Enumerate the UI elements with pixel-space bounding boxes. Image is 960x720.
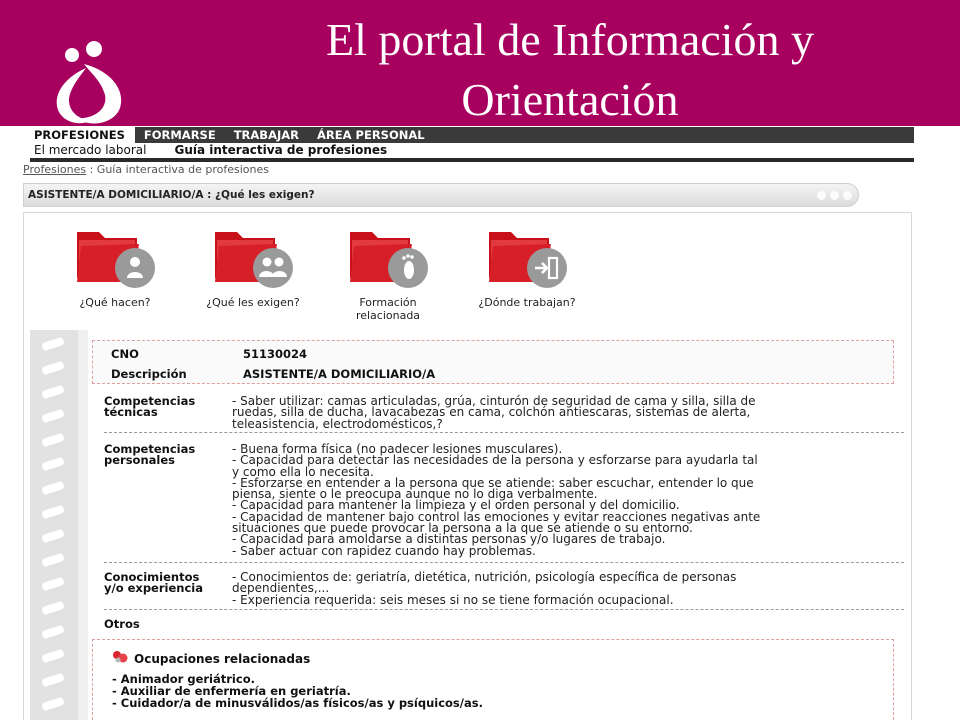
section-divider [104, 432, 904, 433]
nav-que-hacen[interactable] [50, 222, 180, 309]
text-line: - Experiencia requerida: seis meses si no se tiene formación ocupacional. [232, 592, 674, 607]
icon-label-formacion-line1: Formación [359, 296, 417, 309]
notebook-perforation-strip [30, 330, 78, 720]
section-label [104, 444, 226, 466]
people-folder-icon [211, 222, 295, 288]
page-title-line1: El portal de Información y [326, 14, 814, 65]
breadcrumb-link-profesiones[interactable]: Profesiones [23, 163, 87, 176]
nav-donde-trabajan[interactable] [462, 222, 592, 309]
person-folder-icon [73, 222, 157, 288]
section-label [104, 619, 226, 630]
section-divider [104, 562, 904, 563]
dot-icon [830, 191, 839, 200]
ocupacion-item: - Animador geriátrico. [112, 672, 255, 686]
text-line: - Esforzarse en entender a la persona que se atiende: saber escuchar, entender lo que [232, 475, 754, 490]
section-text [232, 572, 832, 606]
cno-value: 51130024 [243, 347, 308, 361]
text-line: - Saber utilizar: camas articuladas, grúa, cinturón de seguridad de cama y silla, silla de [232, 394, 756, 408]
text-line: y como ella lo necesita. [232, 464, 374, 479]
icon-label-que-les-exigen: ¿Qué les exigen? [206, 296, 300, 309]
text-line: - Capacidad de mantener bajo control las emociones y evitar reacciones negativas ante [232, 509, 761, 524]
breadcrumb [23, 163, 269, 176]
text-line: - Capacidad para amoldarse a distintas personas y/o lugares de trabajo. [232, 532, 666, 547]
icon-label-donde-trabajan: ¿Dónde trabajan? [478, 296, 576, 309]
section-label-line: Otros [104, 617, 140, 631]
descripcion-label: Descripción [111, 367, 187, 381]
breadcrumb-current: Guía interactiva de profesiones [96, 163, 269, 176]
text-line: - Buena forma física (no padecer lesiones musculares). [232, 442, 563, 456]
ocupaciones-title: Ocupaciones relacionadas [134, 652, 311, 666]
sub-nav [30, 143, 914, 162]
main-nav [30, 127, 914, 143]
tab-profesiones[interactable]: PROFESIONES [30, 127, 135, 143]
ocupacion-item: - Auxiliar de enfermería en geriatría. [112, 684, 351, 698]
section-label-line: y/o experiencia [104, 581, 203, 595]
section-label-line: Competencias [104, 394, 196, 408]
text-line: - Saber actuar con rapidez cuando hay problemas. [232, 543, 536, 558]
page-title [180, 10, 960, 130]
descripcion-value: ASISTENTE/A DOMICILIARIO/A [243, 367, 436, 381]
portal-logo [46, 40, 130, 126]
icon-label-que-hacen: ¿Qué hacen? [79, 296, 151, 309]
text-line: piensa, siente o le preocupa aunque no lo diga verbalmente. [232, 487, 598, 502]
subnav-mercado-laboral[interactable]: El mercado laboral [34, 143, 147, 157]
title-bar-dots [817, 191, 852, 200]
icon-label-formacion [323, 296, 453, 322]
section-label-line: Competencias [104, 442, 196, 456]
pills-icon [112, 650, 130, 664]
section-label-line: Conocimientos [104, 570, 200, 584]
tab-area-personal[interactable]: ÁREA PERSONAL [317, 128, 425, 142]
text-line: - Capacidad para mantener la limpieza y el orden personal y del domicilio. [232, 498, 680, 513]
text-line: - Conocimientos de: geriatría, dietética, nutrición, psicología específica de personas [232, 570, 737, 584]
tab-trabajar[interactable]: TRABAJAR [233, 128, 300, 142]
profession-icon-bar [30, 222, 630, 322]
nav-que-les-exigen[interactable] [188, 222, 318, 309]
section-text [232, 396, 832, 430]
section-label [104, 396, 226, 418]
text-line: - Capacidad para detectar las necesidades de la persona y esforzarse para ayudarla tal [232, 453, 758, 468]
section-title: ASISTENTE/A DOMICILIARIO/A : ¿Qué les exigen? [28, 189, 315, 201]
ocupacion-item: - Cuidador/a de minusválidos/as físicos/as y psíquicos/as. [112, 696, 483, 710]
dot-icon [843, 191, 852, 200]
cno-box [92, 340, 894, 384]
footprint-folder-icon [346, 222, 430, 288]
section-text [232, 444, 832, 557]
text-line: situaciones que puede provocar la persona a la que se atiende o su entorno. [232, 521, 693, 536]
text-line: dependientes,... [232, 581, 330, 596]
section-label-line: personales [104, 453, 175, 467]
breadcrumb-separator: : [89, 163, 94, 176]
text-line: ruedas, silla de ducha, lavacabezas en cama, colchón antiescaras, sistemas de alerta, [232, 405, 751, 420]
cno-label: CNO [111, 347, 139, 361]
nav-formacion-relacionada[interactable] [323, 222, 453, 322]
section-label [104, 572, 226, 594]
section-title-bar [23, 183, 859, 207]
dot-icon [817, 191, 826, 200]
section-label-line: técnicas [104, 405, 158, 419]
section-divider [104, 609, 904, 610]
icon-label-formacion-line2: relacionada [355, 309, 421, 322]
subnav-guia-interactiva[interactable]: Guía interactiva de profesiones [174, 143, 388, 157]
text-line: teleasistencia, electrodomésticos,? [232, 416, 443, 431]
tab-formarse[interactable]: FORMARSE [143, 128, 216, 142]
page-title-line2: Orientación [461, 74, 679, 125]
exit-folder-icon [485, 222, 569, 288]
header-banner [0, 0, 960, 126]
